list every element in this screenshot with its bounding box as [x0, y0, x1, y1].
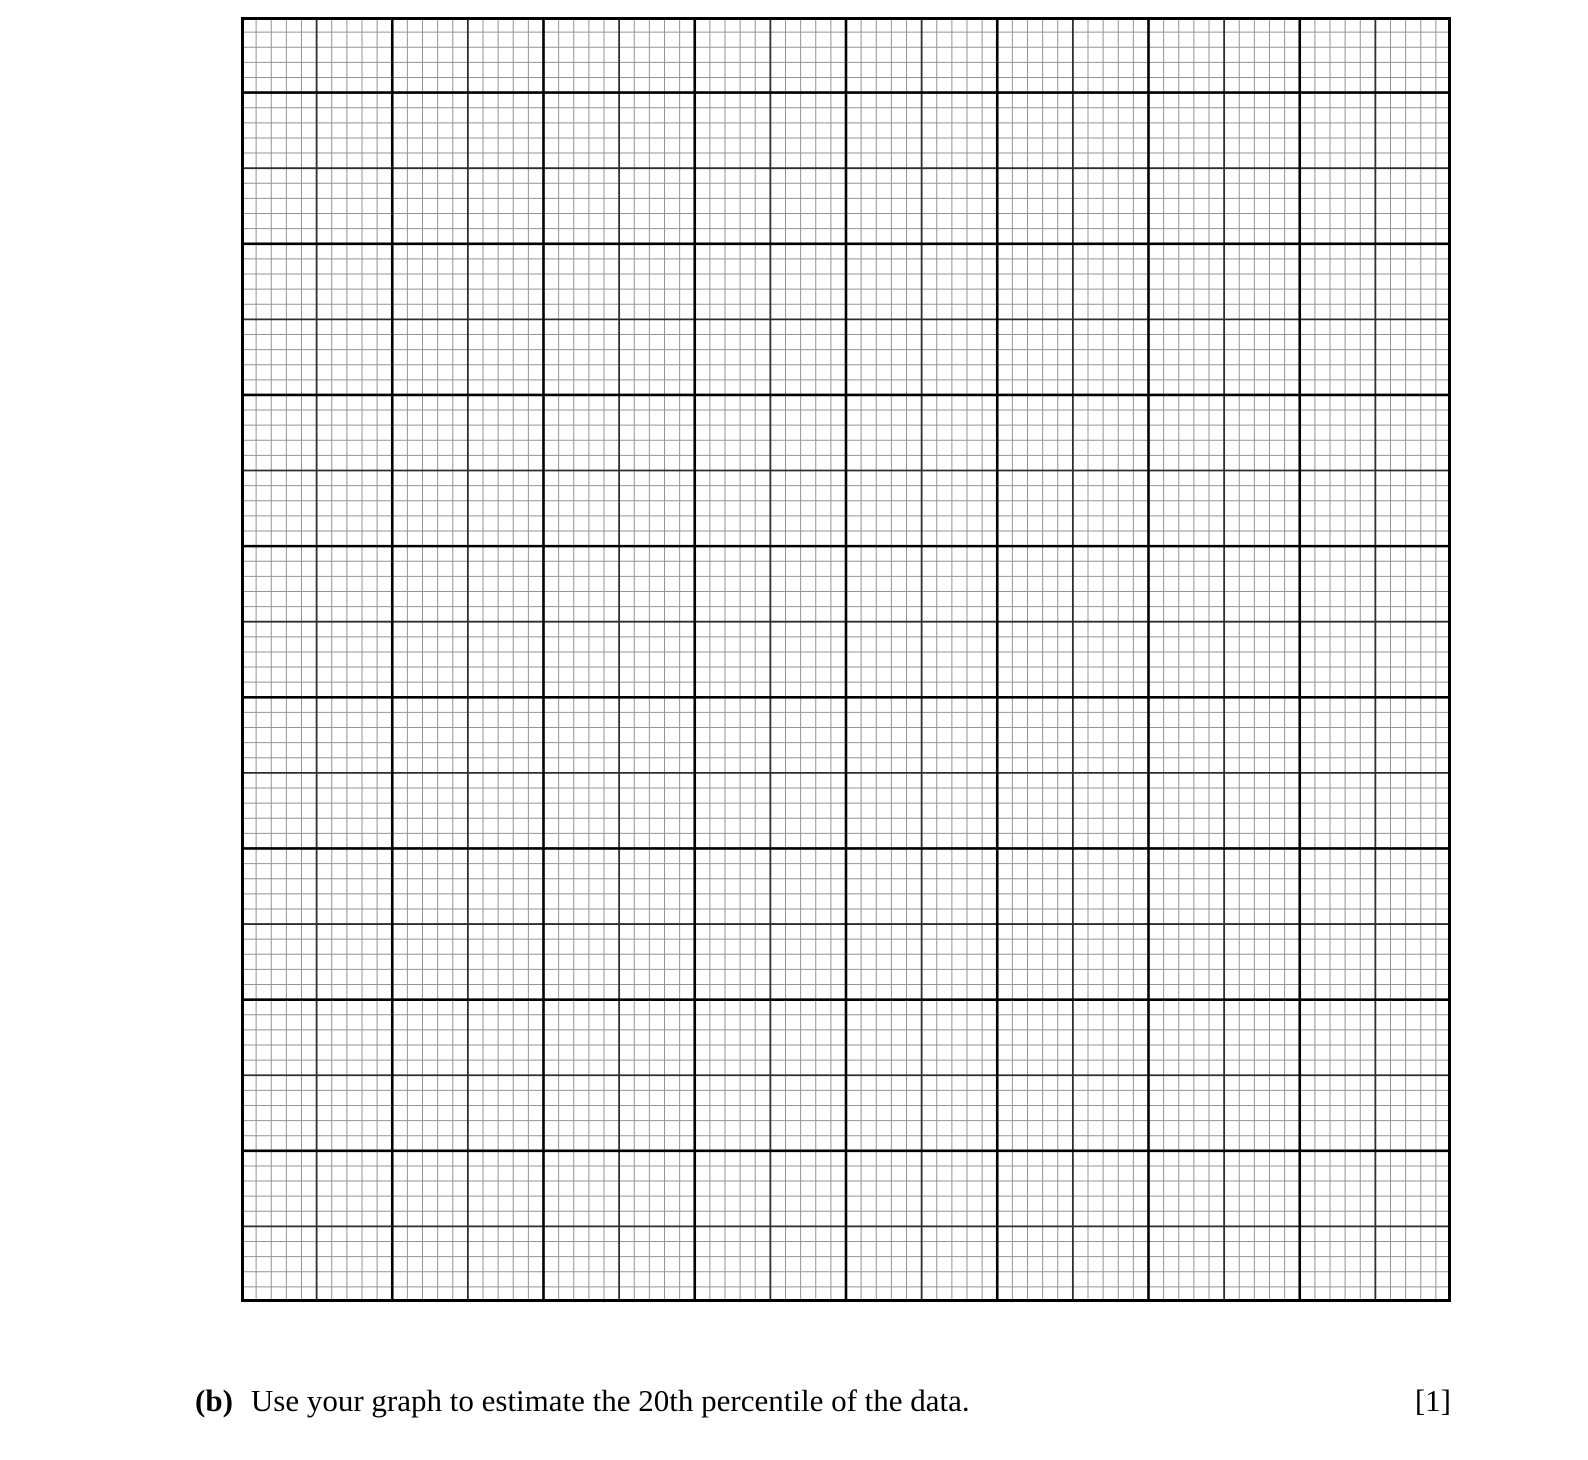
question-prompt: Use your graph to estimate the 20th percentile of the data.: [250, 1383, 970, 1418]
question-row: [195, 1384, 1451, 1418]
question-marks: [1]: [1414, 1383, 1451, 1418]
question-part-label: (b): [195, 1383, 233, 1418]
graph-paper-grid: [241, 17, 1451, 1302]
grid-lines: [241, 17, 1451, 1302]
